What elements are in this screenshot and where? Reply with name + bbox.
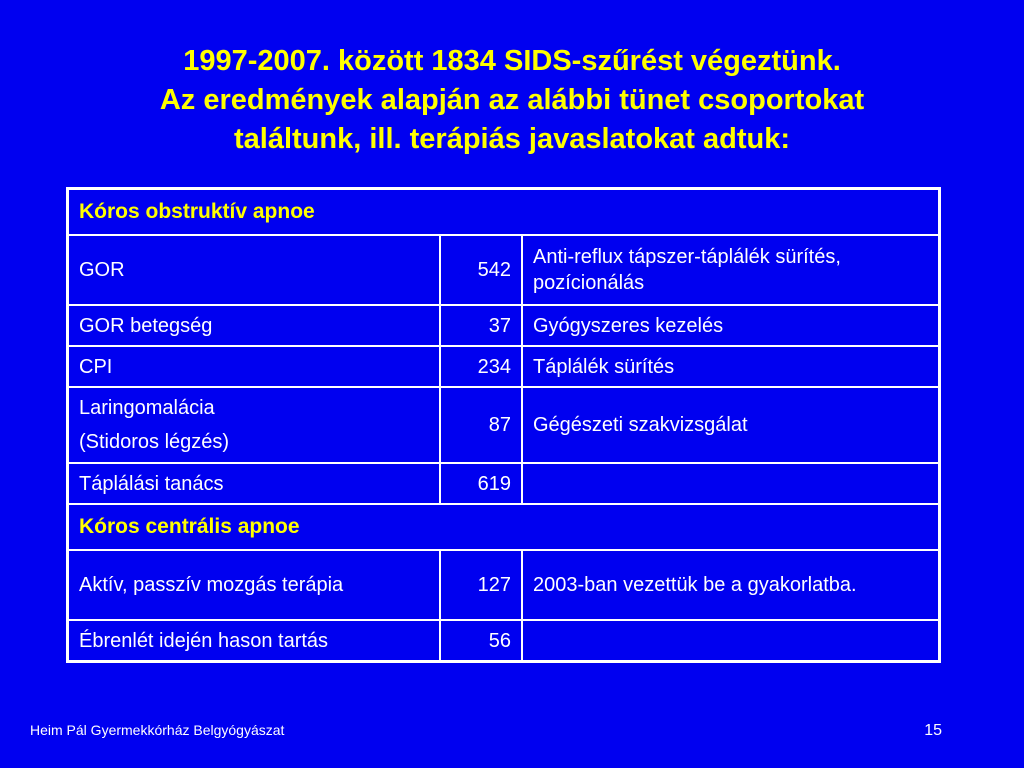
table-row	[68, 620, 940, 662]
recommendation-cell	[522, 463, 940, 504]
recommendation-cell: Gyógyszeres kezelés	[522, 305, 940, 346]
recommendation-cell: Táplálék sürítés	[522, 346, 940, 387]
table-row	[68, 550, 940, 620]
table-row	[68, 463, 940, 504]
recommendation-cell: Anti-reflux tápszer-táplálék sürítés, pozícionálás	[522, 235, 940, 305]
slide-title	[60, 42, 964, 159]
page-number: 15	[924, 722, 942, 739]
count-cell: 87	[440, 387, 522, 463]
section-header-row	[68, 504, 940, 550]
count-cell: 37	[440, 305, 522, 346]
table-row	[68, 235, 940, 305]
section-header-row	[68, 189, 940, 236]
condition-cell: Ébrenlét idején hason tartás	[68, 620, 441, 662]
condition-line-2: (Stidoros légzés)	[79, 431, 230, 453]
table-row	[68, 387, 940, 463]
count-cell: 234	[440, 346, 522, 387]
title-line-1: 1997-2007. között 1834 SIDS-szűrést végeztünk.	[183, 45, 841, 77]
condition-cell: CPI	[68, 346, 441, 387]
condition-cell: GOR	[68, 235, 441, 305]
footer-institution: Heim Pál Gyermekkórház Belgyógyászat	[30, 722, 285, 738]
condition-cell: GOR betegség	[68, 305, 441, 346]
condition-cell	[68, 387, 441, 463]
condition-cell: Táplálási tanács	[68, 463, 441, 504]
table-row	[68, 305, 940, 346]
title-line-3: találtunk, ill. terápiás javaslatokat adtuk:	[233, 123, 791, 155]
section-header-central: Kóros centrális apnoe	[68, 504, 940, 550]
count-cell: 56	[440, 620, 522, 662]
title-line-2: Az eredmények alapján az alábbi tünet csoportokat	[159, 84, 865, 116]
recommendation-cell: 2003-ban vezettük be a gyakorlatba.	[522, 550, 940, 620]
results-table	[66, 187, 941, 663]
condition-cell: Aktív, passzív mozgás terápia	[68, 550, 441, 620]
count-cell: 619	[440, 463, 522, 504]
count-cell: 542	[440, 235, 522, 305]
condition-line-1: Laringomalácia	[79, 397, 215, 419]
section-header-obstructive: Kóros obstruktív apnoe	[68, 189, 940, 236]
recommendation-cell	[522, 620, 940, 662]
table-row	[68, 346, 940, 387]
recommendation-cell: Gégészeti szakvizsgálat	[522, 387, 940, 463]
count-cell: 127	[440, 550, 522, 620]
